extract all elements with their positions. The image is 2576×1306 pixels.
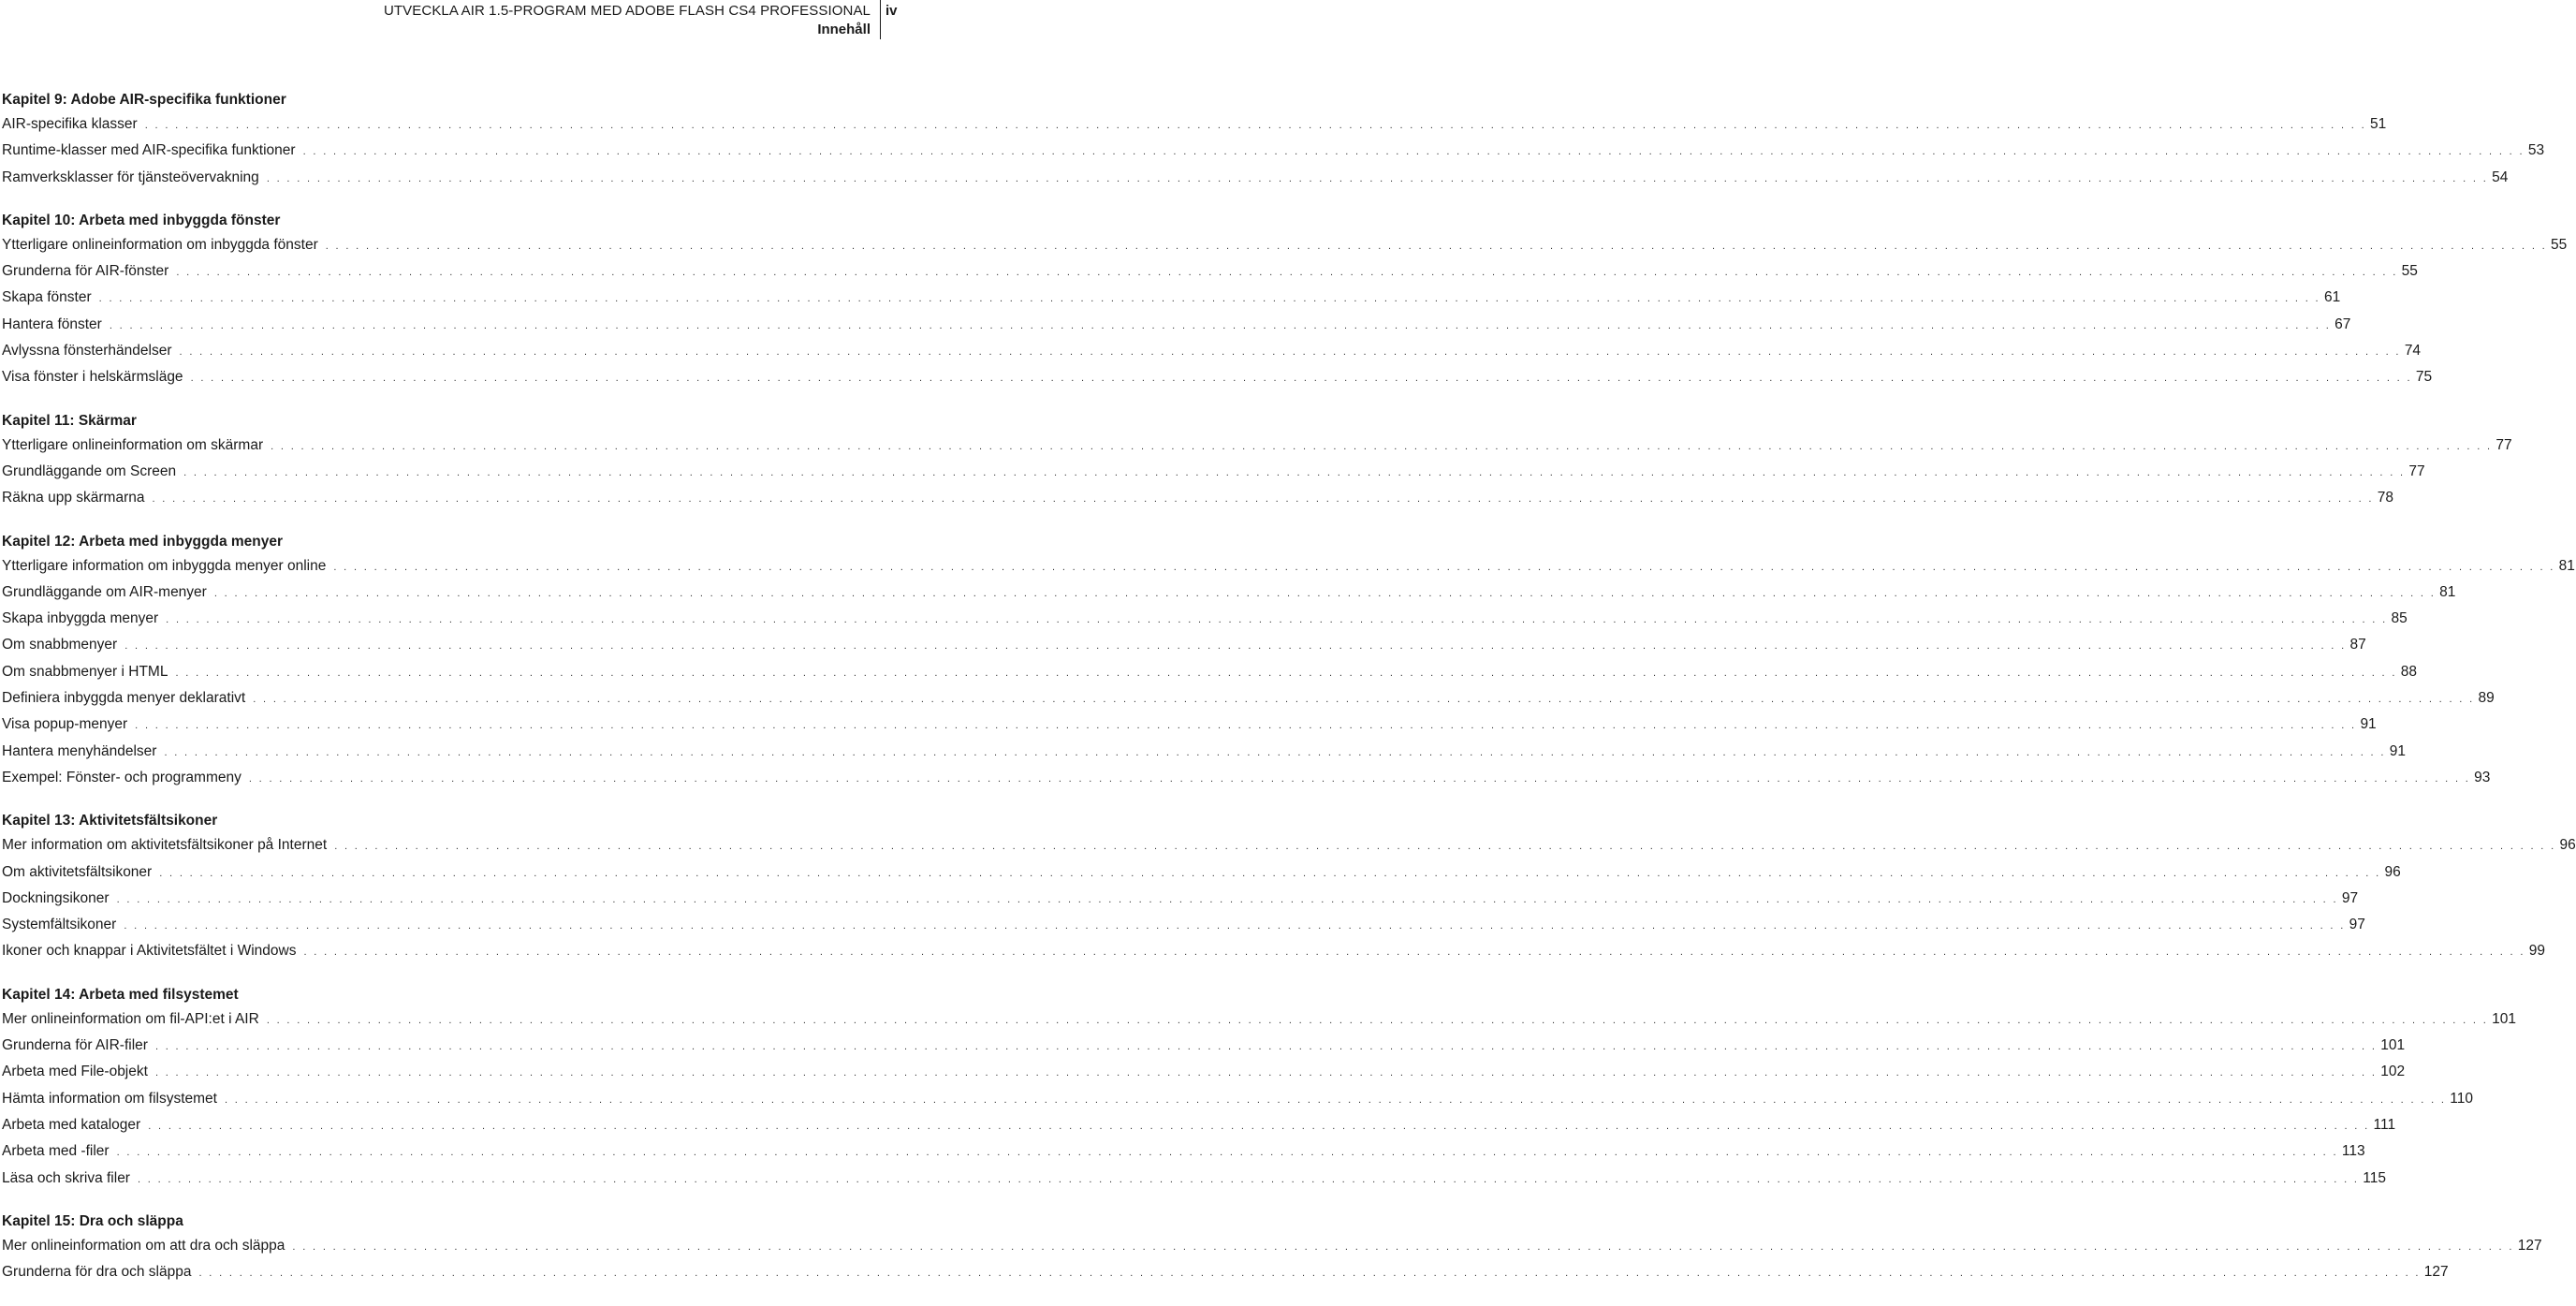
toc-entry-label: Runtime-klasser med AIR-specifika funktioner [2, 142, 296, 159]
toc-chapter [2, 412, 2512, 516]
toc-entry-page: 111 [2373, 1116, 2396, 1133]
toc-entry[interactable] [2, 1063, 2406, 1089]
toc-entry[interactable] [2, 489, 2394, 515]
dot-leader: . . . . . . . . . . . . . . . . . . . . . . . . . . . . . . . . . . . . . . . . . . . . . . . . . . . . . . . . . . . . . . . . . . . . . . . . . . . . . . . . . . . . . . . . . . . . . . . . . . . . . . . . . . . . . . . . . . . . . . . . . . . . . . . . . . . . . . . . . . . . . . . . . . . . . . . . . . . . . . . . . . . . . . . . . . . . . . . . . . . . . . . . . . . . . . . . . . . . . . . . . . . . . . . . . . . . . . . . . . . . [325, 240, 2548, 252]
toc-entry-page: 96 [2559, 837, 2576, 854]
page-number: iv [886, 3, 898, 19]
toc-entry[interactable] [2, 462, 2425, 489]
toc-entry-page: 127 [2517, 1237, 2542, 1254]
toc-entry-label: Hantera menyhändelser [2, 742, 157, 759]
toc-entry[interactable] [2, 742, 2406, 769]
toc-entry-page: 74 [2404, 343, 2422, 360]
toc-entry-label: Om snabbmenyer [2, 637, 118, 653]
toc-entry[interactable] [2, 1116, 2396, 1142]
toc-entry[interactable] [2, 715, 2377, 741]
toc-entry[interactable] [2, 557, 2575, 583]
table-of-contents [2, 91, 2576, 1306]
toc-entry-page: 97 [2349, 917, 2365, 933]
toc-entry[interactable] [2, 1237, 2542, 1263]
toc-entry-page: 97 [2341, 889, 2359, 906]
dot-leader: . . . . . . . . . . . . . . . . . . . . . . . . . . . . . . . . . . . . . . . . . . . . . . . . . . . . . . . . . . . . . . . . . . . . . . . . . . . . . . . . . . . . . . . . . . . . . . . . . . . . . . . . . . . . . . . . . . . . . . . . . . . . . . . . . . . . . . . . . . . . . . . . . . . . . . . . . . . . . . . . . . . . . . . . . . . . . . . . . . . . . . . . . . . . . . . . . . . . . . . . . . . . . . . . . . . . . . . . . . . . [303, 946, 2525, 959]
toc-entry[interactable] [2, 1169, 2386, 1196]
toc-entry-label: Visa popup-menyer [2, 716, 128, 733]
toc-chapter [2, 91, 2545, 195]
toc-entry-label: Arbeta med File-objekt [2, 1064, 148, 1080]
dot-leader: . . . . . . . . . . . . . . . . . . . . . . . . . . . . . . . . . . . . . . . . . . . . . . . . . . . . . . . . . . . . . . . . . . . . . . . . . . . . . . . . . . . . . . . . . . . . . . . . . . . . . . . . . . . . . . . . . . . . . . . . . . . . . . . . . . . . . . . . . . . . . . . . . . . . . . . . . . . . . . . . . . . . . . . . . . . . . . . . . . . . . . . . . . . . . . . . . . . . . . . . . . . . . . . . . . . . . . . . . . . . [124, 640, 2347, 653]
chapter-heading[interactable]: Kapitel 9: Adobe AIR-specifika funktioner [2, 92, 286, 108]
toc-entry[interactable] [2, 1090, 2474, 1116]
toc-entry-page: 77 [2496, 436, 2512, 453]
chapter-heading[interactable]: Kapitel 14: Arbeta med filsystemet [2, 986, 239, 1003]
toc-entry-page: 91 [2360, 716, 2377, 733]
dot-leader: . . . . . . . . . . . . . . . . . . . . . . . . . . . . . . . . . . . . . . . . . . . . . . . . . . . . . . . . . . . . . . . . . . . . . . . . . . . . . . . . . . . . . . . . . . . . . . . . . . . . . . . . . . . . . . . . . . . . . . . . . . . . . . . . . . . . . . . . . . . . . . . . . . . . . . . . . . . . . . . . . . . . . . . . . . . . . . . . . . . . . . . . . . . . . . . . . . . . . . . . . . . . . . . . . . . . . . . . . . . . [144, 120, 2367, 131]
toc-chapter [2, 1212, 2542, 1290]
toc-entry-label: Ytterligare information om inbyggda menyer online [2, 557, 327, 574]
toc-entry-label: Räkna upp skärmarna [2, 490, 145, 506]
dot-leader: . . . . . . . . . . . . . . . . . . . . . . . . . . . . . . . . . . . . . . . . . . . . . . . . . . . . . . . . . . . . . . . . . . . . . . . . . . . . . . . . . . . . . . . . . . . . . . . . . . . . . . . . . . . . . . . . . . . . . . . . . . . . . . . . . . . . . . . . . . . . . . . . . . . . . . . . . . . . . . . . . . . . . . . . . . . . . . . . . . . . . . . . . . . . . . . . . . . . . . . . . . . . . . . . . . . . . . . . . . . . [292, 1240, 2514, 1253]
toc-entry-page: 81 [2558, 557, 2575, 574]
chapter-heading[interactable]: Kapitel 10: Arbeta med inbyggda fönster [2, 212, 281, 228]
toc-entry-label: Mer onlineinformation om att dra och släppa [2, 1237, 285, 1254]
toc-entry-label: Ramverksklasser för tjänsteövervakning [2, 169, 259, 185]
toc-entry-label: Dockningsikoner [2, 889, 110, 906]
toc-entry[interactable] [2, 769, 2491, 795]
toc-entry-page: 53 [2527, 142, 2545, 159]
dot-leader: . . . . . . . . . . . . . . . . . . . . . . . . . . . . . . . . . . . . . . . . . . . . . . . . . . . . . . . . . . . . . . . . . . . . . . . . . . . . . . . . . . . . . . . . . . . . . . . . . . . . . . . . . . . . . . . . . . . . . . . . . . . . . . . . . . . . . . . . . . . . . . . . . . . . . . . . . . . . . . . . . . . . . . . . . . . . . . . . . . . . . . . . . . . . . . . . . . . . . . . . . . . . . . . . . . . . . . . . . . . . [183, 466, 2406, 478]
toc-entry-page: 99 [2528, 943, 2545, 960]
chapter-heading[interactable]: Kapitel 15: Dra och släppa [2, 1212, 183, 1229]
toc-entry-page: 87 [2349, 637, 2366, 653]
toc-entry[interactable] [2, 436, 2512, 462]
toc-entry-page: 93 [2474, 769, 2491, 785]
dot-leader: . . . . . . . . . . . . . . . . . . . . . . . . . . . . . . . . . . . . . . . . . . . . . . . . . . . . . . . . . . . . . . . . . . . . . . . . . . . . . . . . . . . . . . . . . . . . . . . . . . . . . . . . . . . . . . . . . . . . . . . . . . . . . . . . . . . . . . . . . . . . . . . . . . . . . . . . . . . . . . . . . . . . . . . . . . . . . . . . . . . . . . . . . . . . . . . . . . . . . . . . . . . . . . . . . . . . . . . . . . . . [253, 694, 2475, 706]
toc-entry-label: Mer information om aktivitetsfältsikoner på Internet [2, 837, 328, 854]
toc-entry-label: Visa fönster i helskärmsläge [2, 369, 183, 386]
toc-entry[interactable] [2, 342, 2422, 368]
toc-entry-label: Exempel: Fönster- och programmeny [2, 769, 242, 785]
toc-entry-label: Grundläggande om Screen [2, 462, 177, 479]
dot-leader: . . . . . . . . . . . . . . . . . . . . . . . . . . . . . . . . . . . . . . . . . . . . . . . . . . . . . . . . . . . . . . . . . . . . . . . . . . . . . . . . . . . . . . . . . . . . . . . . . . . . . . . . . . . . . . . . . . . . . . . . . . . . . . . . . . . . . . . . . . . . . . . . . . . . . . . . . . . . . . . . . . . . . . . . . . . . . . . . . . . . . . . . . . . . . . . . . . . . . . . . . . . . . . . . . . . . . . . . . . . . [333, 561, 2555, 573]
dot-leader: . . . . . . . . . . . . . . . . . . . . . . . . . . . . . . . . . . . . . . . . . . . . . . . . . . . . . . . . . . . . . . . . . . . . . . . . . . . . . . . . . . . . . . . . . . . . . . . . . . . . . . . . . . . . . . . . . . . . . . . . . . . . . . . . . . . . . . . . . . . . . . . . . . . . . . . . . . . . . . . . . . . . . . . . . . . . . . . . . . . . . . . . . . . . . . . . . . . . . . . . . . . . . . . . . . . . . . . . . . . . [152, 493, 2374, 506]
toc-entry[interactable] [2, 663, 2417, 689]
chapter-heading[interactable]: Kapitel 13: Aktivitetsfältsikoner [2, 813, 218, 829]
toc-entry-page: 113 [2341, 1143, 2365, 1160]
dot-leader: . . . . . . . . . . . . . . . . . . . . . . . . . . . . . . . . . . . . . . . . . . . . . . . . . . . . . . . . . . . . . . . . . . . . . . . . . . . . . . . . . . . . . . . . . . . . . . . . . . . . . . . . . . . . . . . . . . . . . . . . . . . . . . . . . . . . . . . . . . . . . . . . . . . . . . . . . . . . . . . . . . . . . . . . . . . . . . . . . . . . . . . . . . . . . . . . . . . . . . . . . . . . . . . . . . . . . . . . . . . . [116, 893, 2338, 905]
running-header-title: UTVECKLA AIR 1.5-PROGRAM MED ADOBE FLASH CS4 PROFESSIONAL [383, 3, 871, 19]
toc-entry-label: Skapa inbyggda menyer [2, 610, 159, 627]
dot-leader: . . . . . . . . . . . . . . . . . . . . . . . . . . . . . . . . . . . . . . . . . . . . . . . . . . . . . . . . . . . . . . . . . . . . . . . . . . . . . . . . . . . . . . . . . . . . . . . . . . . . . . . . . . . . . . . . . . . . . . . . . . . . . . . . . . . . . . . . . . . . . . . . . . . . . . . . . . . . . . . . . . . . . . . . . . . . . . . . . . . . . . . . . . . . . . . . . . . . . . . . . . . . . . . . . . . . . . . . . . . . [198, 1268, 2421, 1280]
toc-entry-label: Hämta information om filsystemet [2, 1090, 217, 1107]
toc-chapter [2, 212, 2568, 395]
dot-leader: . . . . . . . . . . . . . . . . . . . . . . . . . . . . . . . . . . . . . . . . . . . . . . . . . . . . . . . . . . . . . . . . . . . . . . . . . . . . . . . . . . . . . . . . . . . . . . . . . . . . . . . . . . . . . . . . . . . . . . . . . . . . . . . . . . . . . . . . . . . . . . . . . . . . . . . . . . . . . . . . . . . . . . . . . . . . . . . . . . . . . . . . . . . . . . . . . . . . . . . . . . . . . . . . . . . . . . . . . . . . [176, 267, 2398, 279]
toc-entry-page: 78 [2377, 490, 2394, 506]
toc-entry-page: 61 [2323, 289, 2341, 306]
dot-leader: . . . . . . . . . . . . . . . . . . . . . . . . . . . . . . . . . . . . . . . . . . . . . . . . . . . . . . . . . . . . . . . . . . . . . . . . . . . . . . . . . . . . . . . . . . . . . . . . . . . . . . . . . . . . . . . . . . . . . . . . . . . . . . . . . . . . . . . . . . . . . . . . . . . . . . . . . . . . . . . . . . . . . . . . . . . . . . . . . . . . . . . . . . . . . . . . . . . . . . . . . . . . . . . . . . . . . . . . . . . . [137, 1173, 2360, 1185]
toc-entry-page: 89 [2478, 690, 2495, 707]
toc-entry-label: Om aktivitetsfältsikoner [2, 863, 153, 880]
toc-chapter [2, 986, 2516, 1196]
dot-leader: . . . . . . . . . . . . . . . . . . . . . . . . . . . . . . . . . . . . . . . . . . . . . . . . . . . . . . . . . . . . . . . . . . . . . . . . . . . . . . . . . . . . . . . . . . . . . . . . . . . . . . . . . . . . . . . . . . . . . . . . . . . . . . . . . . . . . . . . . . . . . . . . . . . . . . . . . . . . . . . . . . . . . . . . . . . . . . . . . . . . . . . . . . . . . . . . . . . . . . . . . . . . . . . . . . . . . . . . . . . . [135, 720, 2357, 732]
toc-entry-page: 110 [2450, 1090, 2474, 1107]
dot-leader: . . . . . . . . . . . . . . . . . . . . . . . . . . . . . . . . . . . . . . . . . . . . . . . . . . . . . . . . . . . . . . . . . . . . . . . . . . . . . . . . . . . . . . . . . . . . . . . . . . . . . . . . . . . . . . . . . . . . . . . . . . . . . . . . . . . . . . . . . . . . . . . . . . . . . . . . . . . . . . . . . . . . . . . . . . . . . . . . . . . . . . . . . . . . . . . . . . . . . . . . . . . . . . . . . . . . . . . . . . . . [109, 319, 2332, 331]
toc-chapter [2, 533, 2575, 796]
toc-entry-page: 81 [2439, 583, 2456, 600]
chapter-heading[interactable]: Kapitel 12: Arbeta med inbyggda menyer [2, 533, 284, 550]
toc-entry-page: 75 [2415, 369, 2433, 386]
dot-leader: . . . . . . . . . . . . . . . . . . . . . . . . . . . . . . . . . . . . . . . . . . . . . . . . . . . . . . . . . . . . . . . . . . . . . . . . . . . . . . . . . . . . . . . . . . . . . . . . . . . . . . . . . . . . . . . . . . . . . . . . . . . . . . . . . . . . . . . . . . . . . . . . . . . . . . . . . . . . . . . . . . . . . . . . . . . . . . . . . . . . . . . . . . . . . . . . . . . . . . . . . . . . . . . . . . . . . . . . . . . . [190, 373, 2412, 385]
toc-entry-label: Avlyssna fönsterhändelser [2, 343, 172, 360]
toc-entry[interactable] [2, 836, 2576, 862]
toc-entry-page: 127 [2423, 1264, 2449, 1281]
toc-entry-page: 77 [2408, 462, 2425, 479]
toc-entry-page: 102 [2380, 1064, 2406, 1080]
dot-leader: . . . . . . . . . . . . . . . . . . . . . . . . . . . . . . . . . . . . . . . . . . . . . . . . . . . . . . . . . . . . . . . . . . . . . . . . . . . . . . . . . . . . . . . . . . . . . . . . . . . . . . . . . . . . . . . . . . . . . . . . . . . . . . . . . . . . . . . . . . . . . . . . . . . . . . . . . . . . . . . . . . . . . . . . . . . . . . . . . . . . . . . . . . . . . . . . . . . . . . . . . . . . . . . . . . . . . . . . . . . . [271, 440, 2493, 452]
toc-entry-label: Ikoner och knappar i Aktivitetsfältet i Windows [2, 943, 297, 960]
toc-entry[interactable] [2, 1142, 2365, 1168]
dot-leader: . . . . . . . . . . . . . . . . . . . . . . . . . . . . . . . . . . . . . . . . . . . . . . . . . . . . . . . . . . . . . . . . . . . . . . . . . . . . . . . . . . . . . . . . . . . . . . . . . . . . . . . . . . . . . . . . . . . . . . . . . . . . . . . . . . . . . . . . . . . . . . . . . . . . . . . . . . . . . . . . . . . . . . . . . . . . . . . . . . . . . . . . . . . . . . . . . . . . . . . . . . . . . . . . . . . . . . . . . . . . [248, 772, 2471, 785]
header-divider [880, 0, 881, 39]
toc-entry[interactable] [2, 236, 2568, 262]
toc-entry-label: Systemfältsikoner [2, 917, 117, 933]
toc-entry-page: 88 [2400, 663, 2417, 680]
dot-leader: . . . . . . . . . . . . . . . . . . . . . . . . . . . . . . . . . . . . . . . . . . . . . . . . . . . . . . . . . . . . . . . . . . . . . . . . . . . . . . . . . . . . . . . . . . . . . . . . . . . . . . . . . . . . . . . . . . . . . . . . . . . . . . . . . . . . . . . . . . . . . . . . . . . . . . . . . . . . . . . . . . . . . . . . . . . . . . . . . . . . . . . . . . . . . . . . . . . . . . . . . . . . . . . . . . . . . . . . . . . . [225, 1093, 2447, 1106]
toc-entry-page: 85 [2391, 610, 2408, 627]
toc-entry-page: 115 [2363, 1169, 2386, 1186]
toc-entry-label: Definiera inbyggda menyer deklarativt [2, 690, 246, 707]
dot-leader: . . . . . . . . . . . . . . . . . . . . . . . . . . . . . . . . . . . . . . . . . . . . . . . . . . . . . . . . . . . . . . . . . . . . . . . . . . . . . . . . . . . . . . . . . . . . . . . . . . . . . . . . . . . . . . . . . . . . . . . . . . . . . . . . . . . . . . . . . . . . . . . . . . . . . . . . . . . . . . . . . . . . . . . . . . . . . . . . . . . . . . . . . . . . . . . . . . . . . . . . . . . . . . . . . . . . . . . . . . . . [179, 346, 2401, 359]
toc-entry-label: Ytterligare onlineinformation om inbyggda fönster [2, 236, 318, 253]
dot-leader: . . . . . . . . . . . . . . . . . . . . . . . . . . . . . . . . . . . . . . . . . . . . . . . . . . . . . . . . . . . . . . . . . . . . . . . . . . . . . . . . . . . . . . . . . . . . . . . . . . . . . . . . . . . . . . . . . . . . . . . . . . . . . . . . . . . . . . . . . . . . . . . . . . . . . . . . . . . . . . . . . . . . . . . . . . . . . . . . . . . . . . . . . . . . . . . . . . . . . . . . . . . . . . . . . . . . . . . . . . . . [302, 146, 2525, 158]
toc-entry-label: Hantera fönster [2, 315, 102, 332]
toc-entry[interactable] [2, 1010, 2516, 1036]
toc-entry[interactable] [2, 1263, 2449, 1289]
dot-leader: . . . . . . . . . . . . . . . . . . . . . . . . . . . . . . . . . . . . . . . . . . . . . . . . . . . . . . . . . . . . . . . . . . . . . . . . . . . . . . . . . . . . . . . . . . . . . . . . . . . . . . . . . . . . . . . . . . . . . . . . . . . . . . . . . . . . . . . . . . . . . . . . . . . . . . . . . . . . . . . . . . . . . . . . . . . . . . . . . . . . . . . . . . . . . . . . . . . . . . . . . . . . . . . . . . . . . . . . . . . . [266, 1014, 2489, 1026]
toc-entry[interactable] [2, 689, 2495, 715]
toc-entry[interactable] [2, 942, 2545, 968]
dot-leader: . . . . . . . . . . . . . . . . . . . . . . . . . . . . . . . . . . . . . . . . . . . . . . . . . . . . . . . . . . . . . . . . . . . . . . . . . . . . . . . . . . . . . . . . . . . . . . . . . . . . . . . . . . . . . . . . . . . . . . . . . . . . . . . . . . . . . . . . . . . . . . . . . . . . . . . . . . . . . . . . . . . . . . . . . . . . . . . . . . . . . . . . . . . . . . . . . . . . . . . . . . . . . . . . . . . . . . . . . . . . [213, 587, 2437, 599]
toc-entry-label: Arbeta med kataloger [2, 1116, 141, 1133]
toc-entry-label: Läsa och skriva filer [2, 1169, 130, 1186]
dot-leader: . . . . . . . . . . . . . . . . . . . . . . . . . . . . . . . . . . . . . . . . . . . . . . . . . . . . . . . . . . . . . . . . . . . . . . . . . . . . . . . . . . . . . . . . . . . . . . . . . . . . . . . . . . . . . . . . . . . . . . . . . . . . . . . . . . . . . . . . . . . . . . . . . . . . . . . . . . . . . . . . . . . . . . . . . . . . . . . . . . . . . . . . . . . . . . . . . . . . . . . . . . . . . . . . . . . . . . . . . . . . [116, 1147, 2338, 1159]
toc-entry-label: Grundläggande om AIR-menyer [2, 583, 207, 600]
toc-entry-page: 55 [2401, 263, 2418, 280]
toc-entry-label: AIR-specifika klasser [2, 116, 138, 132]
toc-entry-label: Mer onlineinformation om fil-API:et i AIR [2, 1010, 259, 1027]
toc-entry-page: 51 [2370, 116, 2387, 132]
toc-entry-page: 101 [2492, 1010, 2516, 1027]
toc-entry[interactable] [2, 1036, 2406, 1063]
toc-entry-page: 101 [2380, 1037, 2406, 1054]
toc-entry[interactable] [2, 889, 2359, 916]
chapter-heading[interactable]: Kapitel 11: Skärmar [2, 412, 137, 429]
toc-entry[interactable] [2, 916, 2365, 942]
toc-entry[interactable] [2, 583, 2456, 609]
dot-leader: . . . . . . . . . . . . . . . . . . . . . . . . . . . . . . . . . . . . . . . . . . . . . . . . . . . . . . . . . . . . . . . . . . . . . . . . . . . . . . . . . . . . . . . . . . . . . . . . . . . . . . . . . . . . . . . . . . . . . . . . . . . . . . . . . . . . . . . . . . . . . . . . . . . . . . . . . . . . . . . . . . . . . . . . . . . . . . . . . . . . . . . . . . . . . . . . . . . . . . . . . . . . . . . . . . . . . . . . . . . . [175, 667, 2397, 679]
dot-leader: . . . . . . . . . . . . . . . . . . . . . . . . . . . . . . . . . . . . . . . . . . . . . . . . . . . . . . . . . . . . . . . . . . . . . . . . . . . . . . . . . . . . . . . . . . . . . . . . . . . . . . . . . . . . . . . . . . . . . . . . . . . . . . . . . . . . . . . . . . . . . . . . . . . . . . . . . . . . . . . . . . . . . . . . . . . . . . . . . . . . . . . . . . . . . . . . . . . . . . . . . . . . . . . . . . . . . . . . . . . . [164, 746, 2386, 758]
toc-entry[interactable] [2, 169, 2509, 195]
toc-entry[interactable] [2, 141, 2545, 168]
dot-leader: . . . . . . . . . . . . . . . . . . . . . . . . . . . . . . . . . . . . . . . . . . . . . . . . . . . . . . . . . . . . . . . . . . . . . . . . . . . . . . . . . . . . . . . . . . . . . . . . . . . . . . . . . . . . . . . . . . . . . . . . . . . . . . . . . . . . . . . . . . . . . . . . . . . . . . . . . . . . . . . . . . . . . . . . . . . . . . . . . . . . . . . . . . . . . . . . . . . . . . . . . . . . . . . . . . . . . . . . . . . . [334, 841, 2556, 853]
toc-entry-page: 54 [2492, 169, 2509, 185]
toc-entry[interactable] [2, 288, 2341, 315]
running-header-section: Innehåll [817, 22, 871, 37]
toc-entry[interactable] [2, 636, 2366, 662]
toc-entry-label: Grunderna för AIR-fönster [2, 263, 169, 280]
dot-leader: . . . . . . . . . . . . . . . . . . . . . . . . . . . . . . . . . . . . . . . . . . . . . . . . . . . . . . . . . . . . . . . . . . . . . . . . . . . . . . . . . . . . . . . . . . . . . . . . . . . . . . . . . . . . . . . . . . . . . . . . . . . . . . . . . . . . . . . . . . . . . . . . . . . . . . . . . . . . . . . . . . . . . . . . . . . . . . . . . . . . . . . . . . . . . . . . . . . . . . . . . . . . . . . . . . . . . . . . . . . . [154, 1067, 2378, 1079]
dot-leader: . . . . . . . . . . . . . . . . . . . . . . . . . . . . . . . . . . . . . . . . . . . . . . . . . . . . . . . . . . . . . . . . . . . . . . . . . . . . . . . . . . . . . . . . . . . . . . . . . . . . . . . . . . . . . . . . . . . . . . . . . . . . . . . . . . . . . . . . . . . . . . . . . . . . . . . . . . . . . . . . . . . . . . . . . . . . . . . . . . . . . . . . . . . . . . . . . . . . . . . . . . . . . . . . . . . . . . . . . . . . [148, 1120, 2370, 1132]
dot-leader: . . . . . . . . . . . . . . . . . . . . . . . . . . . . . . . . . . . . . . . . . . . . . . . . . . . . . . . . . . . . . . . . . . . . . . . . . . . . . . . . . . . . . . . . . . . . . . . . . . . . . . . . . . . . . . . . . . . . . . . . . . . . . . . . . . . . . . . . . . . . . . . . . . . . . . . . . . . . . . . . . . . . . . . . . . . . . . . . . . . . . . . . . . . . . . . . . . . . . . . . . . . . . . . . . . . . . . . . . . . . [154, 1041, 2378, 1053]
toc-entry-label: Grunderna för dra och släppa [2, 1264, 192, 1281]
toc-entry[interactable] [2, 262, 2418, 288]
toc-entry-label: Skapa fönster [2, 289, 92, 306]
toc-entry[interactable] [2, 863, 2401, 889]
dot-leader: . . . . . . . . . . . . . . . . . . . . . . . . . . . . . . . . . . . . . . . . . . . . . . . . . . . . . . . . . . . . . . . . . . . . . . . . . . . . . . . . . . . . . . . . . . . . . . . . . . . . . . . . . . . . . . . . . . . . . . . . . . . . . . . . . . . . . . . . . . . . . . . . . . . . . . . . . . . . . . . . . . . . . . . . . . . . . . . . . . . . . . . . . . . . . . . . . . . . . . . . . . . . . . . . . . . . . . . . . . . . [266, 172, 2489, 184]
toc-entry-label: Ytterligare onlineinformation om skärmar [2, 436, 264, 453]
dot-leader: . . . . . . . . . . . . . . . . . . . . . . . . . . . . . . . . . . . . . . . . . . . . . . . . . . . . . . . . . . . . . . . . . . . . . . . . . . . . . . . . . . . . . . . . . . . . . . . . . . . . . . . . . . . . . . . . . . . . . . . . . . . . . . . . . . . . . . . . . . . . . . . . . . . . . . . . . . . . . . . . . . . . . . . . . . . . . . . . . . . . . . . . . . . . . . . . . . . . . . . . . . . . . . . . . . . . . . . . . . . . [159, 867, 2381, 879]
toc-entry-page: 96 [2384, 863, 2401, 880]
toc-entry-label: Om snabbmenyer i HTML [2, 663, 168, 680]
toc-entry[interactable] [2, 609, 2408, 636]
toc-entry-page: 67 [2334, 315, 2351, 332]
toc-entry[interactable] [2, 315, 2351, 342]
toc-chapter [2, 812, 2576, 968]
toc-entry-label: Arbeta med -filer [2, 1143, 110, 1160]
dot-leader: . . . . . . . . . . . . . . . . . . . . . . . . . . . . . . . . . . . . . . . . . . . . . . . . . . . . . . . . . . . . . . . . . . . . . . . . . . . . . . . . . . . . . . . . . . . . . . . . . . . . . . . . . . . . . . . . . . . . . . . . . . . . . . . . . . . . . . . . . . . . . . . . . . . . . . . . . . . . . . . . . . . . . . . . . . . . . . . . . . . . . . . . . . . . . . . . . . . . . . . . . . . . . . . . . . . . . . . . . . . . [166, 614, 2388, 626]
toc-entry-label: Grunderna för AIR-filer [2, 1037, 148, 1054]
dot-leader: . . . . . . . . . . . . . . . . . . . . . . . . . . . . . . . . . . . . . . . . . . . . . . . . . . . . . . . . . . . . . . . . . . . . . . . . . . . . . . . . . . . . . . . . . . . . . . . . . . . . . . . . . . . . . . . . . . . . . . . . . . . . . . . . . . . . . . . . . . . . . . . . . . . . . . . . . . . . . . . . . . . . . . . . . . . . . . . . . . . . . . . . . . . . . . . . . . . . . . . . . . . . . . . . . . . . . . . . . . . . [124, 920, 2346, 932]
toc-entry-page: 55 [2551, 236, 2568, 253]
toc-entry[interactable] [2, 115, 2387, 141]
toc-entry[interactable] [2, 368, 2433, 394]
dot-leader: . . . . . . . . . . . . . . . . . . . . . . . . . . . . . . . . . . . . . . . . . . . . . . . . . . . . . . . . . . . . . . . . . . . . . . . . . . . . . . . . . . . . . . . . . . . . . . . . . . . . . . . . . . . . . . . . . . . . . . . . . . . . . . . . . . . . . . . . . . . . . . . . . . . . . . . . . . . . . . . . . . . . . . . . . . . . . . . . . . . . . . . . . . . . . . . . . . . . . . . . . . . . . . . . . . . . . . . . . . . . [98, 293, 2320, 305]
toc-entry-page: 91 [2389, 742, 2406, 759]
